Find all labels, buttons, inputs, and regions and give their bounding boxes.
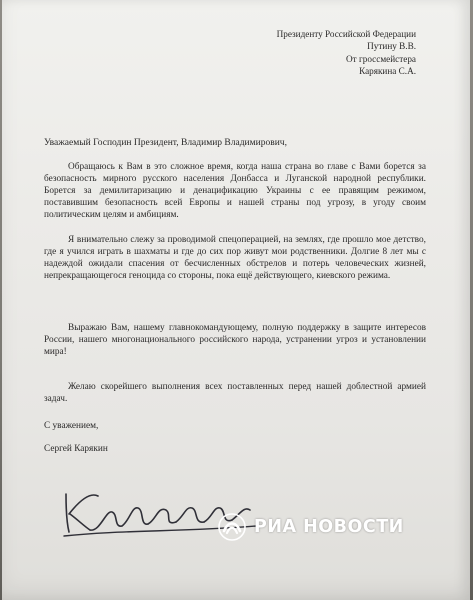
addressee-line: От гроссмейстера [346,53,416,64]
ria-logo-icon [218,513,246,541]
letter-page [2,0,470,600]
addressee-line: Путину В.В. [367,41,416,52]
addressee-line: Президенту Российской Федерации [276,29,416,39]
greeting-line: Уважаемый Господин Президент, Владимир Владимирович, [44,138,287,148]
body-paragraph: Я внимательно слежу за проводимой спецоперацией, на землях, где прошло мое детство, где я учился играть в шахматы и где до сих пор живут мои родственники. Долгие 8 лет мы с надеждой ожидали спасения от бесчисленных обстрелов и потерь человеческих жизней, непрекращающегося геноцида со стороны, пока ещё действующего, киевского режима. [44,235,426,281]
ria-novosti-watermark [218,513,404,541]
addressee-line: Карякина С.А. [359,66,416,77]
ria-brand-text: РИА НОВОСТИ [254,517,404,537]
body-paragraph: Обращаюсь к Вам в это сложное время, когда наша страна во главе с Вами борется за безопасность мирного русского населения Донбасса и Луганской народной республики. Борется за демилитаризацию и денацификацию Украины с ее правящим режимом, поставившим безопасность всей Европы и нашей страны под угрозу, в угоду своим политическим целям и амбициям. [44,162,426,220]
signer-name: Сергей Карякин [44,444,108,454]
body-paragraph: Выражаю Вам, нашему главнокомандующему, полную поддержку в защите интересов России, нашего многонационального российского народа, устранении угроз и установлении мира! [44,323,426,357]
addressee-block [277,28,416,78]
closing-line: С уважением, [44,421,99,431]
body-paragraph: Желаю скорейшего выполнения всех поставленных перед нашей доблестной армией задач. [44,382,426,404]
